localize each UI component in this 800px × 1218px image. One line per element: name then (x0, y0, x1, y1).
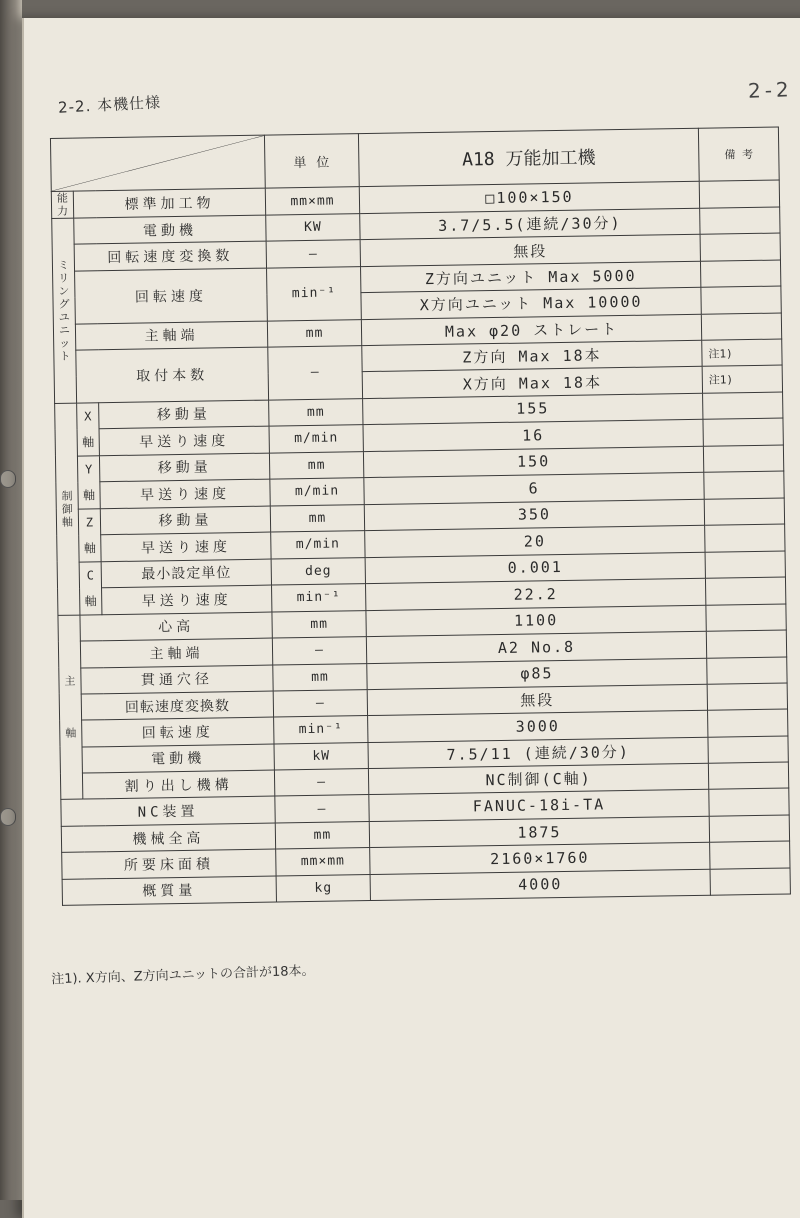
page-number: 2-2 (747, 77, 794, 103)
row-mount-count-value-x: X方向 Max 18本 (362, 367, 702, 399)
row-x-rapid-unit: m/min (269, 425, 363, 453)
remark-cell (708, 736, 788, 764)
row-weight-value: 4000 (370, 869, 710, 901)
row-center-height-value: 1100 (366, 605, 706, 637)
row-mount-count-item: 取付本数 (76, 347, 269, 403)
row-c-min-unit-item: 最小設定単位 (101, 559, 271, 588)
row-milling-motor-unit: KW (266, 214, 360, 242)
row-spindle-motor-unit: kW (274, 742, 368, 770)
spec-table-wrapper (26, 14, 800, 1026)
row-spindle-speed-value: 3000 (368, 711, 708, 743)
row-milling-speed-change-item: 回転速度変換数 (74, 241, 266, 270)
row-weight-item: 概質量 (62, 876, 276, 906)
row-spindle-end-value: A2 No.8 (366, 631, 706, 663)
row-milling-speed-value-x: X方向ユニット Max 10000 (361, 287, 701, 319)
remark-cell (708, 762, 788, 790)
remark-cell (705, 577, 785, 605)
row-milling-motor-item: 電動機 (74, 215, 266, 244)
row-milling-speed-change-value: 無段 (360, 235, 700, 267)
binder-ring (0, 470, 16, 488)
row-indexing-item: 割り出し機構 (82, 770, 274, 799)
category-control-axes: 制 御 軸 (55, 403, 80, 615)
row-mount-count-remark-x: 注1) (702, 365, 782, 393)
header-blank-cell (50, 135, 265, 191)
row-workpiece-remark (699, 180, 779, 208)
row-y-rapid-value: 6 (364, 472, 704, 504)
row-spindle-speed-change-item: 回転速度変換数 (81, 691, 273, 720)
row-z-rapid-item: 早送り速度 (101, 532, 271, 561)
row-x-travel-item: 移動量 (99, 400, 269, 429)
axis-c-label: C 軸 (79, 561, 102, 614)
row-z-rapid-value: 20 (365, 525, 705, 557)
row-milling-speed-unit: min⁻¹ (267, 266, 362, 320)
row-x-travel-value: 155 (363, 393, 703, 425)
row-workpiece-unit: mm×mm (265, 187, 359, 215)
remark-cell (703, 392, 783, 420)
row-machine-height-item: 機械全高 (61, 823, 275, 853)
row-bore-unit: mm (273, 663, 367, 691)
row-c-min-unit-unit: deg (271, 557, 365, 585)
row-mount-count-remark-z: 注1) (702, 339, 782, 367)
row-milling-speed-change-unit: — (266, 240, 360, 268)
remark-cell (710, 868, 790, 896)
row-milling-motor-value: 3.7/5.5(連続/30分) (360, 208, 700, 240)
binder-ring (0, 808, 16, 826)
row-center-height-item: 心高 (80, 612, 272, 641)
remark-cell (706, 604, 786, 632)
row-y-travel-value: 150 (363, 446, 703, 478)
row-nc-item: NC装置 (61, 797, 275, 827)
row-spindle-end-item: 主軸端 (80, 638, 272, 667)
remark-cell (703, 418, 783, 446)
row-floor-space-item: 所要床面積 (62, 849, 276, 879)
axis-z-label: Z 軸 (78, 508, 101, 561)
row-spindle-motor-value: 7.5/11 (連続/30分) (368, 737, 708, 769)
row-workpiece-value: □100×150 (359, 181, 699, 213)
row-machine-height-value: 1875 (369, 816, 709, 848)
category-capacity: 能 力 (51, 191, 73, 218)
row-milling-spindle-end-item: 主軸端 (75, 321, 267, 350)
remark-cell (701, 286, 781, 314)
remark-cell (709, 788, 789, 816)
row-y-rapid-item: 早送り速度 (100, 479, 270, 508)
row-spindle-speed-unit: min⁻¹ (274, 716, 368, 744)
row-z-travel-item: 移動量 (100, 506, 270, 535)
remark-cell (700, 207, 780, 235)
row-y-travel-unit: mm (269, 451, 363, 479)
row-milling-spindle-end-unit: mm (267, 319, 361, 347)
remark-cell (707, 656, 787, 684)
category-spindle: 主 軸 (58, 615, 83, 800)
row-c-rapid-value: 22.2 (366, 578, 706, 610)
document-page (22, 18, 800, 1218)
row-center-height-unit: mm (272, 610, 366, 638)
row-spindle-motor-item: 電動機 (82, 744, 274, 773)
row-c-min-unit-value: 0.001 (365, 552, 705, 584)
remark-cell (706, 630, 786, 658)
row-indexing-unit: — (274, 769, 368, 797)
row-spindle-speed-change-value: 無段 (367, 684, 707, 716)
remark-cell (705, 524, 785, 552)
row-weight-unit: kg (276, 874, 370, 902)
section-title: 2-2. 本機仕様 (57, 93, 162, 117)
row-milling-speed-value-z: Z方向ユニット Max 5000 (361, 261, 701, 293)
spec-table (50, 127, 791, 906)
row-milling-spindle-end-value: Max φ20 ストレート (361, 314, 701, 346)
row-machine-height-unit: mm (275, 821, 369, 849)
row-x-travel-unit: mm (269, 398, 363, 426)
row-spindle-end-unit: — (272, 637, 366, 665)
header-unit: 単 位 (264, 134, 359, 188)
row-mount-count-unit: — (268, 346, 363, 400)
category-milling-unit: ミ リ ン グ ユ ニ ッ ト (52, 218, 77, 403)
footnote: 注1). X方向、Z方向ユニットの合計が18本。 (50, 963, 315, 988)
row-workpiece-item: 標準加工物 (73, 188, 265, 218)
row-y-travel-item: 移動量 (99, 453, 269, 482)
row-mount-count-value-z: Z方向 Max 18本 (362, 340, 702, 372)
remark-cell (707, 683, 787, 711)
row-floor-space-value: 2160×1760 (370, 842, 710, 874)
row-c-rapid-unit: min⁻¹ (272, 584, 366, 612)
row-floor-space-unit: mm×mm (276, 848, 370, 876)
row-spindle-speed-item: 回転速度 (82, 717, 274, 746)
row-indexing-value: NC制御(C軸) (368, 763, 708, 795)
remark-cell (710, 841, 790, 869)
row-bore-value: φ85 (367, 658, 707, 690)
row-milling-speed-item: 回転速度 (75, 268, 268, 324)
remark-cell (703, 445, 783, 473)
remark-cell (709, 815, 789, 843)
row-x-rapid-item: 早送り速度 (99, 426, 269, 455)
remark-cell (700, 233, 780, 261)
row-z-travel-unit: mm (270, 504, 364, 532)
axis-y-label: Y 軸 (77, 455, 100, 508)
axis-x-label: X 軸 (77, 402, 100, 455)
remark-cell (704, 498, 784, 526)
row-y-rapid-unit: m/min (270, 478, 364, 506)
header-remarks: 備 考 (698, 127, 779, 181)
row-z-travel-value: 350 (364, 499, 704, 531)
row-x-rapid-value: 16 (363, 419, 703, 451)
row-bore-item: 貫通穴径 (81, 665, 273, 694)
remark-cell (701, 313, 781, 341)
header-machine: A18 万能加工機 (358, 128, 699, 186)
row-spindle-speed-change-unit: — (273, 689, 367, 717)
row-nc-value: FANUC-18i-TA (369, 790, 709, 822)
remark-cell (708, 709, 788, 737)
row-nc-unit: — (275, 795, 369, 823)
remark-cell (700, 260, 780, 288)
remark-cell (705, 551, 785, 579)
row-z-rapid-unit: m/min (271, 531, 365, 559)
remark-cell (704, 471, 784, 499)
adjacent-page-edge (0, 0, 22, 1200)
row-c-rapid-item: 早送り速度 (102, 585, 272, 614)
